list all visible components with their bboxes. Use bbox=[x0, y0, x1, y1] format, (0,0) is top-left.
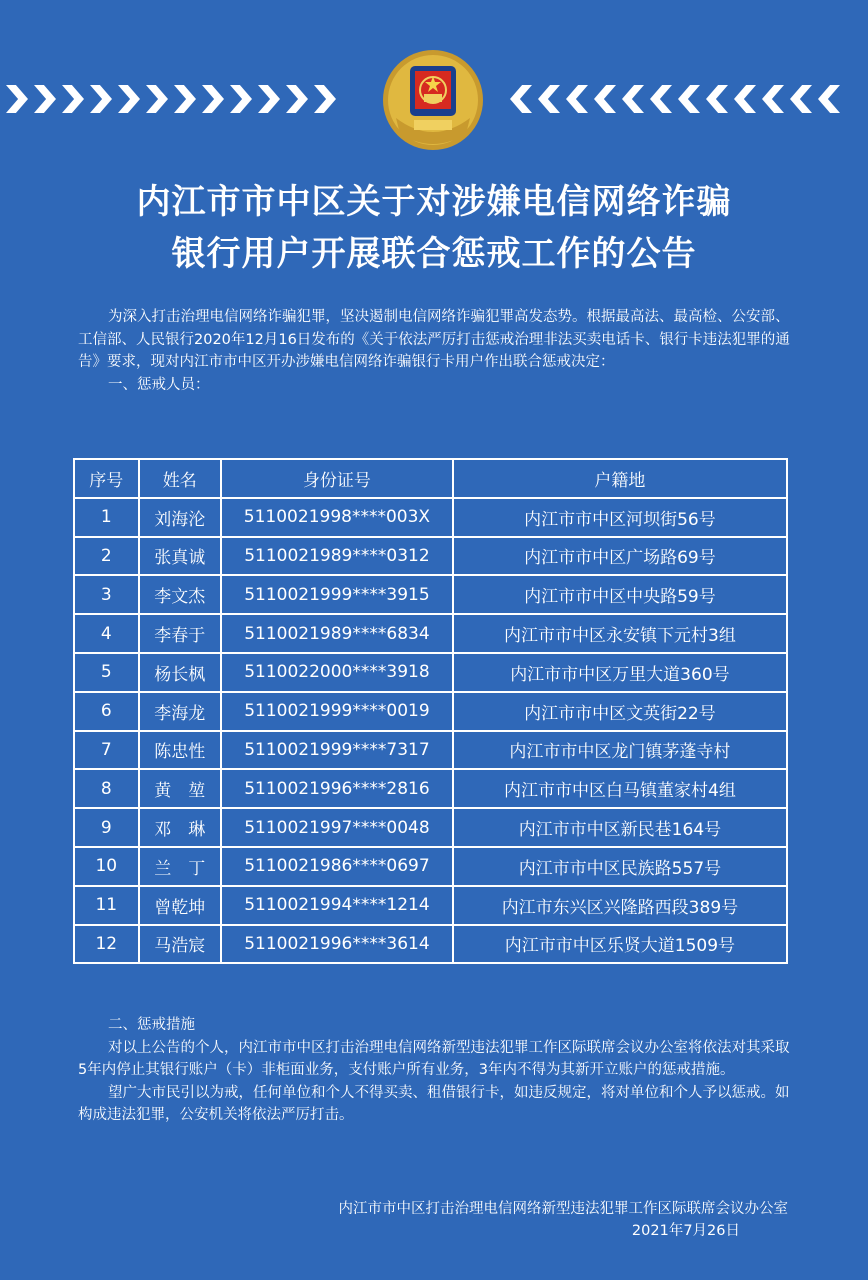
chevron-right-icon bbox=[146, 85, 168, 113]
chevron-right-icon bbox=[6, 85, 28, 113]
table-row bbox=[74, 886, 787, 925]
chevron-left-icon bbox=[538, 85, 560, 113]
chevron-left-icon bbox=[594, 85, 616, 113]
cell-serial: 11 bbox=[74, 886, 139, 925]
table-row bbox=[74, 847, 787, 886]
cell-address: 内江市东兴区兴隆路西段389号 bbox=[453, 886, 787, 925]
cell-id-number: 5110021997****0048 bbox=[221, 808, 453, 847]
cell-address: 内江市市中区文英街22号 bbox=[453, 692, 787, 731]
table-row bbox=[74, 808, 787, 847]
chevron-right-icon bbox=[118, 85, 140, 113]
cell-address: 内江市市中区民族路557号 bbox=[453, 847, 787, 886]
cell-id-number: 5110022000****3918 bbox=[221, 653, 453, 692]
cell-address: 内江市市中区白马镇董家村4组 bbox=[453, 769, 787, 808]
table-row bbox=[74, 769, 787, 808]
cell-id-number: 5110021998****003X bbox=[221, 498, 453, 537]
cell-address: 内江市市中区龙门镇茅蓬寺村 bbox=[453, 731, 787, 770]
cell-id-number: 5110021989****0312 bbox=[221, 537, 453, 576]
cell-id-number: 5110021986****0697 bbox=[221, 847, 453, 886]
cell-id-number: 5110021996****3614 bbox=[221, 925, 453, 964]
measures-paragraph-1: 对以上公告的个人，内江市市中区打击治理电信网络新型违法犯罪工作区际联席会议办公室将依法对其采取5年内停止其银行账户（卡）非柜面业务，支付账户所有业务，3年内不得为其新开立账户的惩戒措施。 bbox=[78, 1039, 790, 1078]
section-1-heading: 一、惩戒人员： bbox=[108, 376, 210, 393]
chevron-left-icon bbox=[790, 85, 812, 113]
column-header-name: 姓名 bbox=[139, 459, 222, 498]
intro-section bbox=[78, 306, 798, 396]
cell-serial: 3 bbox=[74, 575, 139, 614]
chevron-left-icon bbox=[734, 85, 756, 113]
cell-address: 内江市市中区新民巷164号 bbox=[453, 808, 787, 847]
chevron-right-icon bbox=[258, 85, 280, 113]
chevron-left-icon bbox=[650, 85, 672, 113]
cell-serial: 5 bbox=[74, 653, 139, 692]
chevron-right-icon bbox=[62, 85, 84, 113]
cell-id-number: 5110021999****3915 bbox=[221, 575, 453, 614]
cell-address: 内江市市中区乐贤大道1509号 bbox=[453, 925, 787, 964]
chevron-left-icon bbox=[706, 85, 728, 113]
chevron-left-icon bbox=[622, 85, 644, 113]
measures-paragraph-2: 望广大市民引以为戒，任何单位和个人不得买卖、租借银行卡，如违反规定，将对单位和个人予以惩戒。如构成违法犯罪，公安机关将依法严厉打击。 bbox=[78, 1084, 790, 1123]
cell-address: 内江市市中区河坝街56号 bbox=[453, 498, 787, 537]
chevron-right-icon bbox=[314, 85, 336, 113]
notice-title bbox=[0, 176, 868, 280]
chevron-right-icon bbox=[286, 85, 308, 113]
section-2-heading: 二、惩戒措施 bbox=[108, 1017, 195, 1033]
table-row bbox=[74, 925, 787, 964]
chevron-left-icon bbox=[762, 85, 784, 113]
issuing-office: 内江市市中区打击治理电信网络新型违法犯罪工作区际联席会议办公室 bbox=[338, 1201, 788, 1217]
cell-id-number: 5110021999****7317 bbox=[221, 731, 453, 770]
cell-name: 张真诚 bbox=[139, 537, 222, 576]
issue-date: 2021年7月26日 bbox=[631, 1223, 740, 1239]
cell-serial: 4 bbox=[74, 614, 139, 653]
cell-name: 邓 琳 bbox=[139, 808, 222, 847]
table-row bbox=[74, 692, 787, 731]
cell-serial: 8 bbox=[74, 769, 139, 808]
cell-name: 曾乾坤 bbox=[139, 886, 222, 925]
cell-serial: 6 bbox=[74, 692, 139, 731]
cell-address: 内江市市中区广场路69号 bbox=[453, 537, 787, 576]
chevron-left-icon bbox=[818, 85, 840, 113]
cell-id-number: 5110021999****0019 bbox=[221, 692, 453, 731]
police-emblem-icon bbox=[380, 46, 486, 152]
cell-name: 杨长枫 bbox=[139, 653, 222, 692]
cell-address: 内江市市中区中央路59号 bbox=[453, 575, 787, 614]
cell-name: 马浩宸 bbox=[139, 925, 222, 964]
cell-name: 李海龙 bbox=[139, 692, 222, 731]
chevron-left-icon bbox=[678, 85, 700, 113]
punished-persons-table bbox=[73, 458, 788, 964]
cell-serial: 1 bbox=[74, 498, 139, 537]
cell-serial: 9 bbox=[74, 808, 139, 847]
cell-name: 刘海沦 bbox=[139, 498, 222, 537]
cell-address: 内江市市中区万里大道360号 bbox=[453, 653, 787, 692]
intro-paragraph: 为深入打击治理电信网络诈骗犯罪，坚决遏制电信网络诈骗犯罪高发态势。根据最高法、最高检、公安部、工信部、人民银行2020年12月16日发布的《关于依法严厉打击惩戒治理非法买卖电话卡、银行卡违法犯罪的通告》要求，现对内江市市中区开办涉嫌电信网络诈骗银行卡用户作出联合惩戒决定： bbox=[78, 309, 790, 370]
cell-name: 陈忠性 bbox=[139, 731, 222, 770]
cell-name: 黄 堃 bbox=[139, 769, 222, 808]
chevron-left-icon bbox=[566, 85, 588, 113]
chevron-right-icon bbox=[90, 85, 112, 113]
table-row bbox=[74, 575, 787, 614]
chevron-right-icon bbox=[230, 85, 252, 113]
table-row bbox=[74, 498, 787, 537]
chevron-left-icon bbox=[510, 85, 532, 113]
chevron-band-right bbox=[510, 84, 840, 114]
cell-name: 李文杰 bbox=[139, 575, 222, 614]
column-header-id-number: 身份证号 bbox=[221, 459, 453, 498]
cell-name: 李春于 bbox=[139, 614, 222, 653]
chevron-right-icon bbox=[174, 85, 196, 113]
title-line-1: 内江市市中区关于对涉嫌电信网络诈骗 bbox=[136, 182, 732, 222]
chevron-right-icon bbox=[34, 85, 56, 113]
cell-serial: 2 bbox=[74, 537, 139, 576]
table-row bbox=[74, 614, 787, 653]
cell-serial: 12 bbox=[74, 925, 139, 964]
chevron-right-icon bbox=[202, 85, 224, 113]
measures-section bbox=[78, 1014, 798, 1127]
cell-id-number: 5110021996****2816 bbox=[221, 769, 453, 808]
table-row bbox=[74, 653, 787, 692]
column-header-household-address: 户籍地 bbox=[453, 459, 787, 498]
column-header-serial: 序号 bbox=[74, 459, 139, 498]
cell-address: 内江市市中区永安镇下元村3组 bbox=[453, 614, 787, 653]
table-row bbox=[74, 537, 787, 576]
cell-serial: 7 bbox=[74, 731, 139, 770]
cell-id-number: 5110021989****6834 bbox=[221, 614, 453, 653]
table-row bbox=[74, 731, 787, 770]
table-header-row bbox=[74, 459, 787, 498]
cell-id-number: 5110021994****1214 bbox=[221, 886, 453, 925]
signature-block bbox=[339, 1198, 789, 1242]
chevron-band-left bbox=[6, 84, 336, 114]
cell-name: 兰 丁 bbox=[139, 847, 222, 886]
title-line-2: 银行用户开展联合惩戒工作的公告 bbox=[171, 234, 697, 274]
cell-serial: 10 bbox=[74, 847, 139, 886]
